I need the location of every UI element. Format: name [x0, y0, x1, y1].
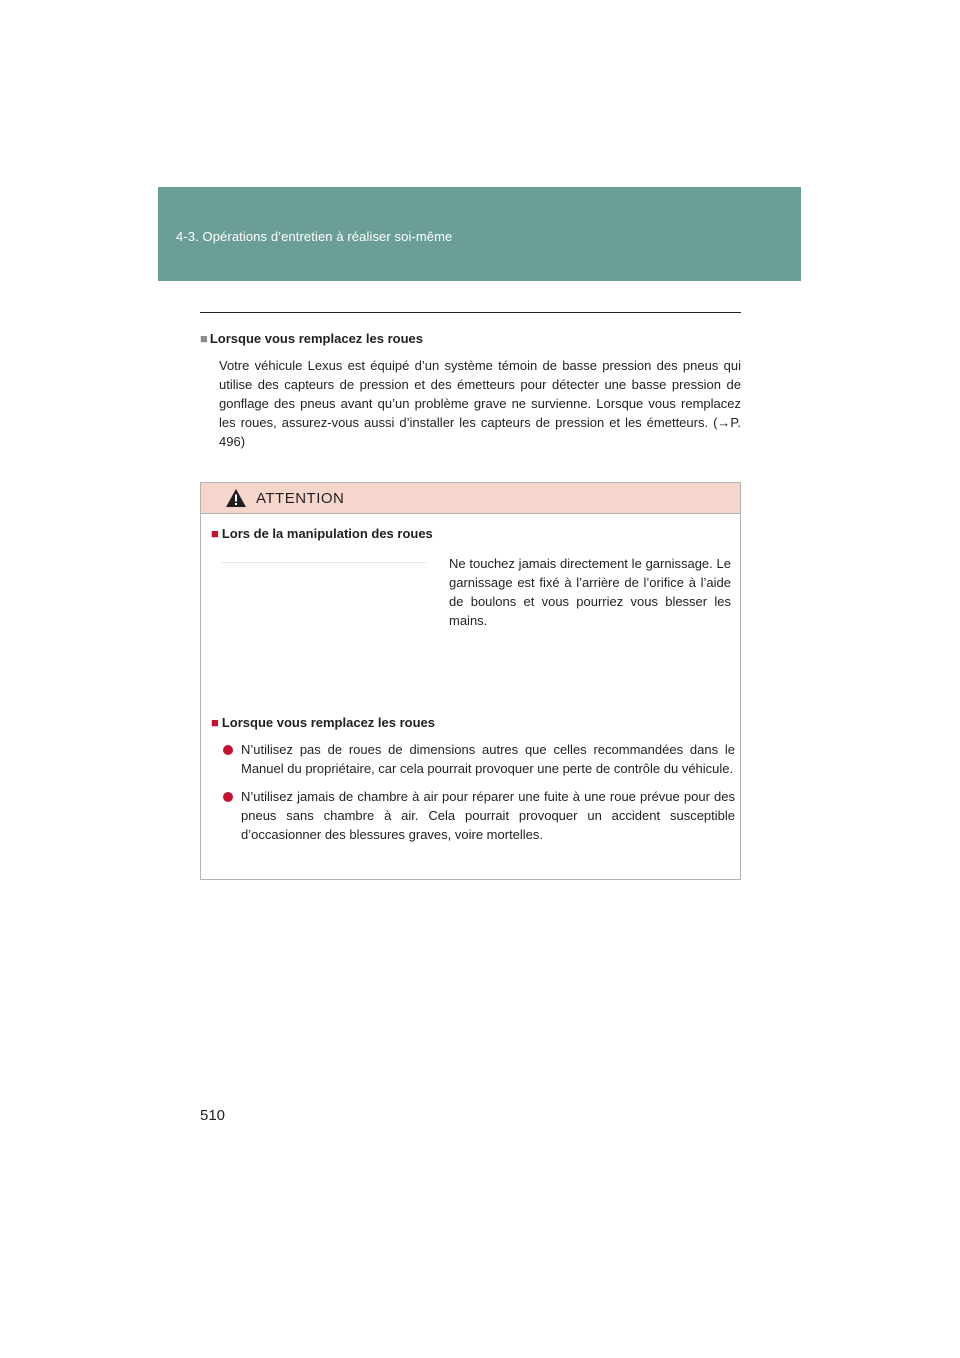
- red-square-marker-icon: ■: [211, 526, 219, 541]
- page-number: 510: [200, 1107, 226, 1124]
- list-item: N’utilisez pas de roues de dimensions autres que celles recommandées dans le Manuel du propriétaire, car cela pourrait provoquer une perte de contrôle du véhicule.: [223, 740, 735, 778]
- warning-bullet-list: [223, 740, 735, 853]
- list-item: N’utilisez jamais de chambre à air pour réparer une fuite à une roue prévue pour des pneus sans chambre à air. Cela pourrait provoquer un accident susceptible d’occasionner des blessures graves, voire mortelles.: [223, 787, 735, 844]
- chapter-header-band: [158, 187, 801, 281]
- illustration-area: [221, 562, 426, 663]
- warning-subheading-handling: ■ Lors de la manipulation des roues: [211, 526, 433, 541]
- info-section: [200, 330, 741, 451]
- warning-subheading-replacing: ■ Lorsque vous remplacez les roues: [211, 715, 435, 730]
- grey-square-marker-icon: ■: [200, 331, 208, 346]
- info-section-body: Votre véhicule Lexus est équipé d’un système témoin de basse pression des pneus qui utilise des capteurs de pression et des émetteurs pour détecter une basse pression de gonflage des pneus avant qu’un problème grave ne survienne. Lorsque vous remplacez les roues, assurez-vous aussi d’installer les capteurs de pression et les émetteurs. (→P. 496): [219, 358, 741, 449]
- warning-title: ATTENTION: [256, 490, 345, 507]
- section-divider: [200, 312, 741, 313]
- red-square-marker-icon: ■: [211, 715, 219, 730]
- warning-handling-text: Ne touchez jamais directement le garnissage. Le garnissage est fixé à l’arrière de l’orifice à l’aide de boulons et vous pourriez vous blesser les mains.: [449, 556, 731, 628]
- warning-triangle-icon: [225, 488, 247, 508]
- red-bullet-icon: [223, 745, 233, 755]
- red-bullet-icon: [223, 792, 233, 802]
- warning-box: [200, 482, 741, 880]
- warning-header: [201, 483, 740, 514]
- info-section-heading: ■ Lorsque vous remplacez les roues: [200, 331, 423, 346]
- chapter-title: 4-3. Opérations d’entretien à réaliser soi-même: [176, 229, 453, 244]
